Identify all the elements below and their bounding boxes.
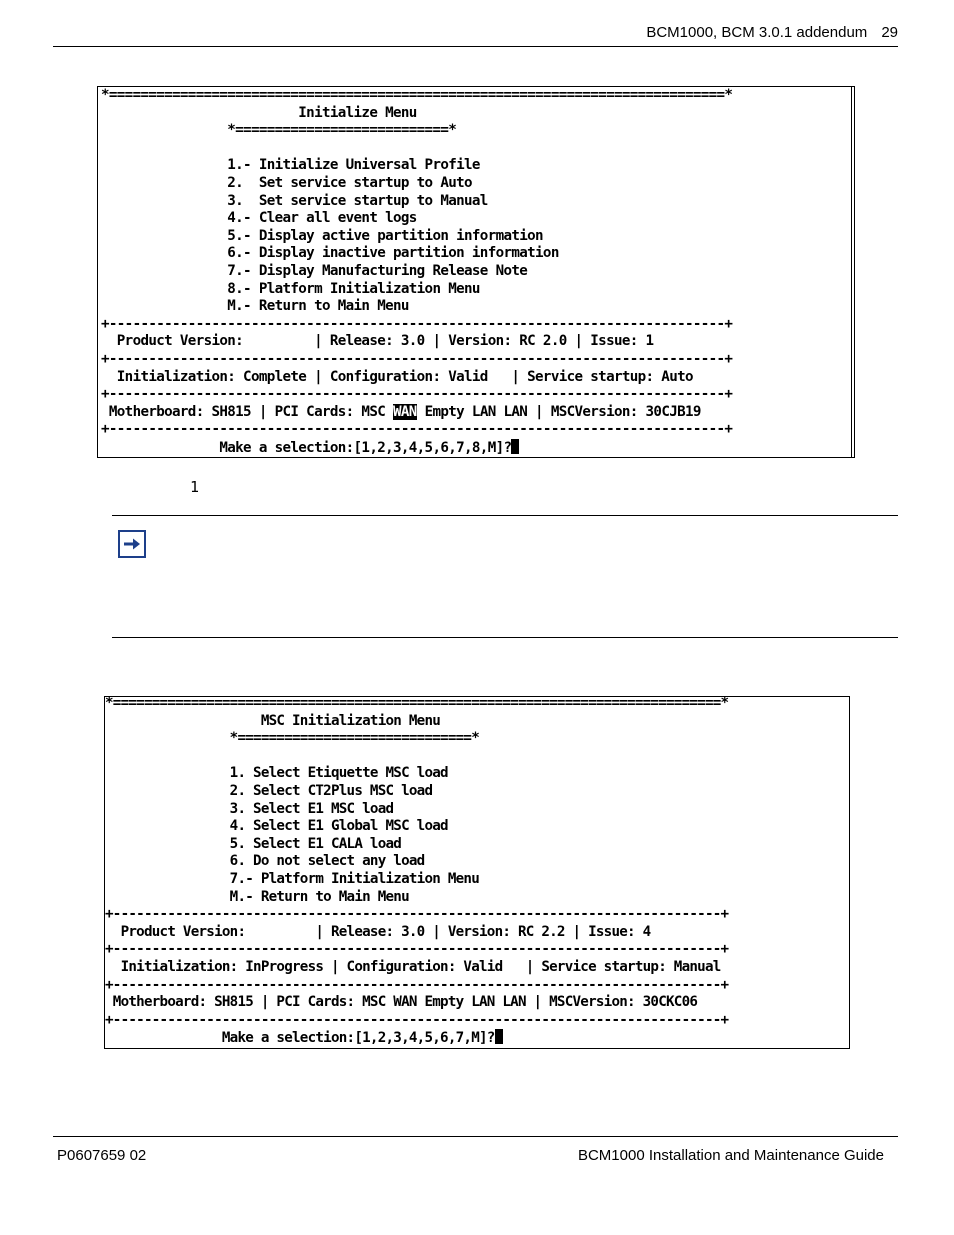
menu-item: 6. Do not select any load <box>105 853 425 870</box>
screen-border-top: *==============================================================================* <box>105 696 729 711</box>
separator: +------------------------------------------------------------------------------+ <box>105 941 729 958</box>
separator: +------------------------------------------------------------------------------+ <box>105 1011 729 1028</box>
note-bottom-rule <box>112 637 898 638</box>
page-header <box>646 24 898 41</box>
separator: +------------------------------------------------------------------------------+ <box>105 906 729 923</box>
menu-title: MSC Initialization Menu <box>105 712 441 729</box>
separator: +------------------------------------------------------------------------------+ <box>101 350 733 367</box>
product-version-line: Product Version: | Release: 3.0 | Version: RC 2.0 | Issue: 1 <box>101 333 654 350</box>
doc-number: P0607659 02 <box>57 1147 147 1164</box>
menu-title-rule: *==============================* <box>105 730 479 747</box>
menu-item: M.- Return to Main Menu <box>101 298 409 315</box>
note-top-rule <box>112 515 898 516</box>
selection-prompt: Make a selection:[1,2,3,4,5,6,7,8,M]? <box>101 440 519 456</box>
selection-prompt: Make a selection:[1,2,3,4,5,6,7,M]? <box>105 1030 503 1046</box>
cursor-block <box>495 1029 503 1044</box>
menu-title: Initialize Menu <box>101 104 417 121</box>
wan-highlight: WAN <box>393 403 417 420</box>
header-title: BCM1000, BCM 3.0.1 addendum <box>646 24 868 41</box>
initialize-menu-screenshot <box>97 86 855 458</box>
header-rule <box>53 46 898 47</box>
menu-item: 8.- Platform Initialization Menu <box>101 280 480 297</box>
menu-item: 2. Select CT2Plus MSC load <box>105 782 433 799</box>
menu-item: 1.- Initialize Universal Profile <box>101 157 480 174</box>
separator: +------------------------------------------------------------------------------+ <box>101 386 733 403</box>
menu-item: 4.- Clear all event logs <box>101 210 417 227</box>
menu-title-rule: *===========================* <box>101 122 457 139</box>
product-version-line: Product Version: | Release: 3.0 | Version: RC 2.2 | Issue: 4 <box>105 923 651 940</box>
page-number: 29 <box>881 24 898 41</box>
separator: +------------------------------------------------------------------------------+ <box>101 421 733 438</box>
menu-item: 5.- Display active partition information <box>101 227 543 244</box>
motherboard-line: Motherboard: SH815 | PCI Cards: MSC WAN Empty LAN LAN | MSCVersion: 30CJB19 <box>101 403 701 420</box>
menu-item: 2. Set service startup to Auto <box>101 174 472 191</box>
menu-item: 3. Select E1 MSC load <box>105 800 394 817</box>
separator: +------------------------------------------------------------------------------+ <box>105 976 729 993</box>
menu-item: 7.- Platform Initialization Menu <box>105 870 479 887</box>
status-line: Initialization: Complete | Configuration: Valid | Service startup: Auto <box>101 368 693 385</box>
terminal-text <box>101 87 732 457</box>
screen-border-top: *==============================================================================* <box>101 87 733 103</box>
guide-title: BCM1000 Installation and Maintenance Guide <box>577 1147 884 1164</box>
menu-item: 7.- Display Manufacturing Release Note <box>101 262 528 279</box>
menu-item: 5. Select E1 CALA load <box>105 835 402 852</box>
terminal-text <box>105 696 728 1048</box>
menu-item: 6.- Display inactive partition information <box>101 245 559 262</box>
msc-initialization-menu-screenshot <box>104 696 850 1049</box>
arrow-right-icon <box>118 530 146 558</box>
cursor-block <box>511 439 519 454</box>
menu-item: 3. Set service startup to Manual <box>101 192 488 209</box>
menu-item: 4. Select E1 Global MSC load <box>105 818 448 835</box>
menu-item: M.- Return to Main Menu <box>105 888 409 905</box>
menu-item: 1. Select Etiquette MSC load <box>105 765 448 782</box>
separator: +------------------------------------------------------------------------------+ <box>101 315 733 332</box>
motherboard-line: Motherboard: SH815 | PCI Cards: MSC WAN Empty LAN LAN | MSCVersion: 30CKC06 <box>105 994 698 1011</box>
footer-rule <box>53 1136 898 1137</box>
step-number: 1 <box>190 478 200 496</box>
status-line: Initialization: InProgress | Configuration: Valid | Service startup: Manual <box>105 958 721 975</box>
